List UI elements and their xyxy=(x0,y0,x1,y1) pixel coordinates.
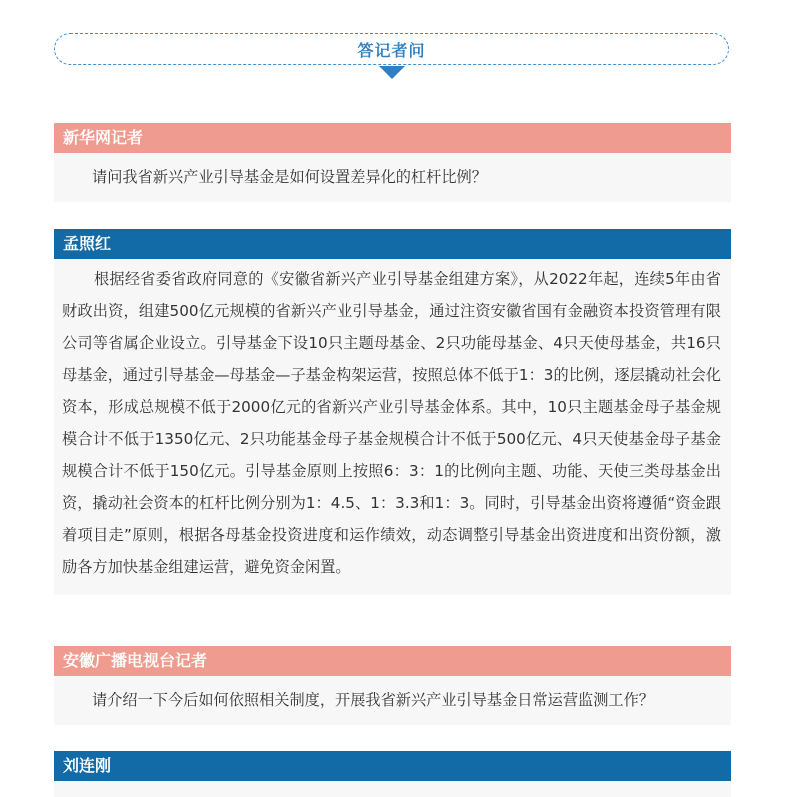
section-title: 答记者问 xyxy=(357,40,426,60)
question-text: 请介绍一下今后如何依照相关制度，开展我省新兴产业引导基金日常运营监测工作？ xyxy=(54,676,731,725)
answerer-header: 孟照红 xyxy=(54,229,731,259)
question-text: 请问我省新兴产业引导基金是如何设置差异化的杠杆比例？ xyxy=(54,153,731,202)
asker-header: 新华网记者 xyxy=(54,123,731,153)
section-title-banner xyxy=(54,33,729,65)
asker-header: 安徽广播电视台记者 xyxy=(54,646,731,676)
answerer-header: 刘连刚 xyxy=(54,751,731,781)
answer-text: 根据经省委省政府同意的《安徽省新兴产业引导基金组建方案》，从2022年起，连续5年由省财政出资，组建500亿元规模的省新兴产业引导基金，通过注资安徽省国有金融资本投资管理有限公司等省属企业设立。引导基金下设10只主题母基金、2只功能母基金、4只天使母基金，共16只母基金，通过引导基金—母基金—子基金构架运营，按照总体不低于1：3的比例，逐层撬动社会化资本，形成总规模不低于2000亿元的省新兴产业引导基金体系。其中，10只主题基金母子基金规模合计不低于1350亿元、2只功能基金母子基金规模合计不低于500亿元、4只天使基金母子基金规模合计不低于150亿元。引导基金原则上按照6：3：1的比例向主题、功能、天使三类母基金出资，撬动社会资本的杠杆比例分别为1：4.5、1：3.3和1：3。同时，引导基金出资将遵循“资金跟着项目走”原则，根据各母基金投资进度和运作绩效，动态调整引导基金出资进度和出资份额，激励各方加快基金组建运营，避免资金闲置。 xyxy=(54,259,731,595)
answer-box xyxy=(54,781,731,797)
chevron-down-icon xyxy=(379,66,405,79)
